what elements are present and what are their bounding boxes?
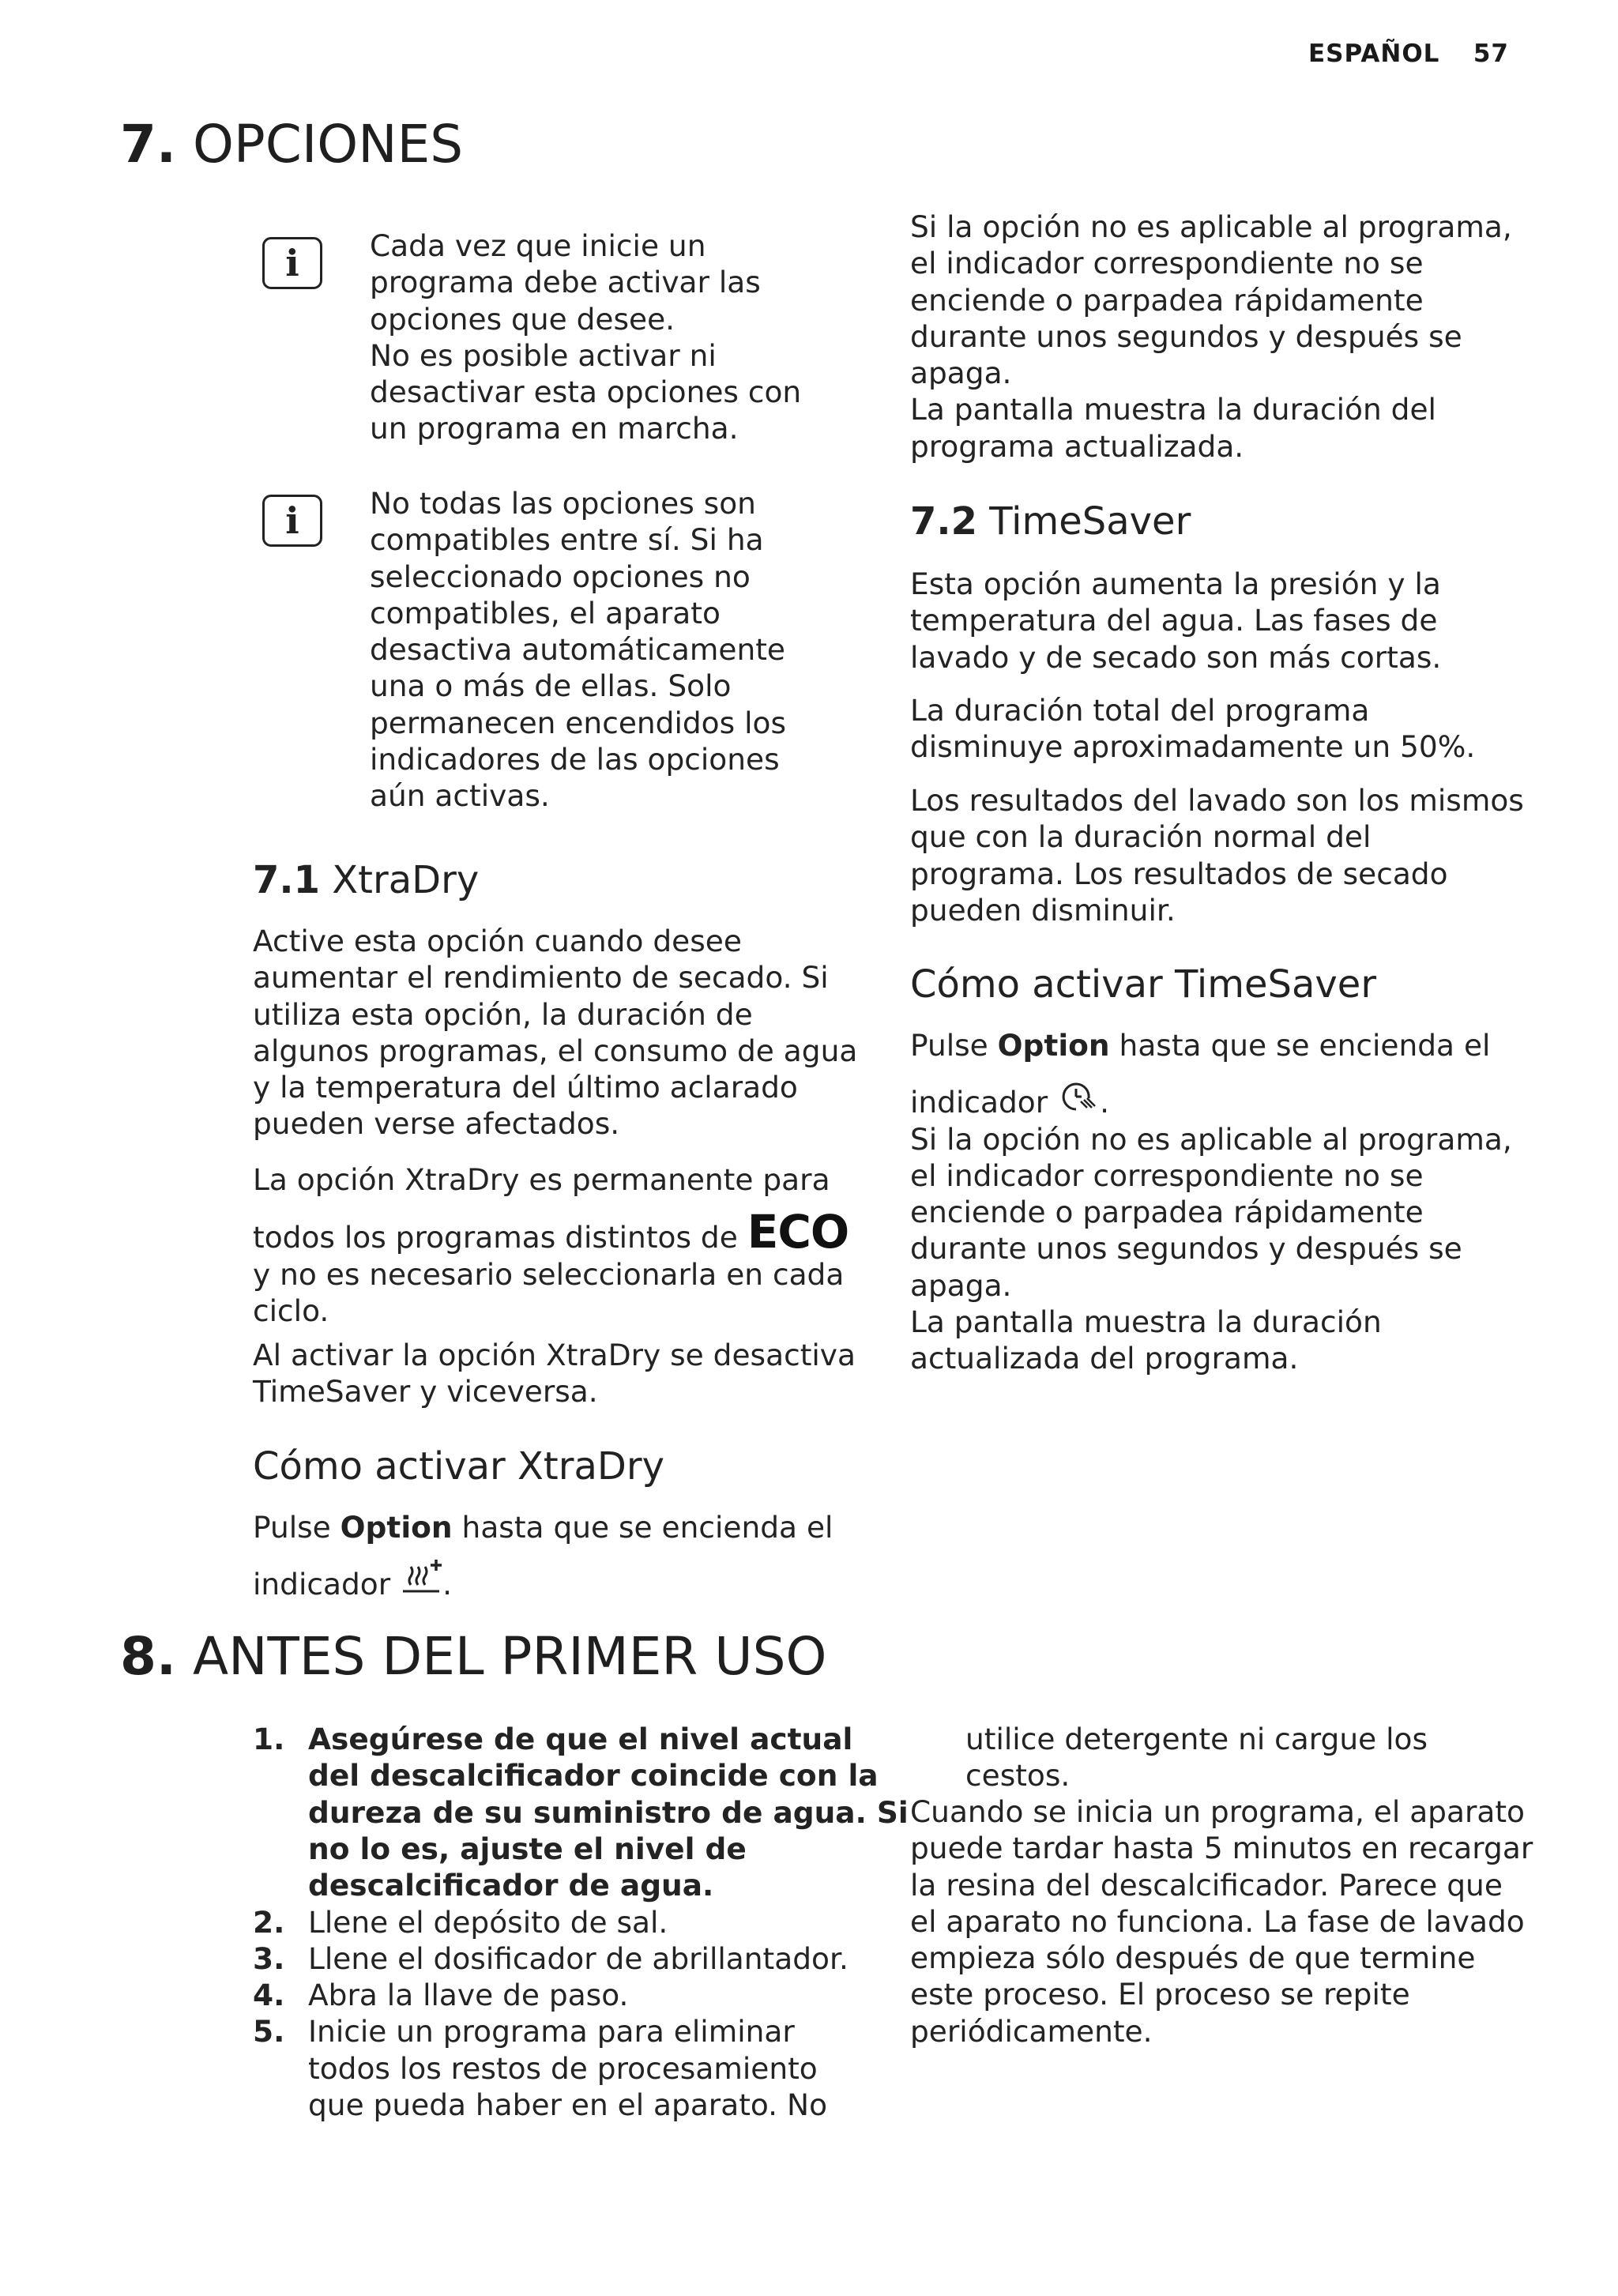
xtradry-howto-heading: Cómo activar XtraDry (253, 1444, 664, 1489)
text-line: utiliza esta opción, la duración de (253, 996, 753, 1032)
section-8-title: ANTES DEL PRIMER USO (192, 1626, 827, 1687)
text-line: una o más de ellas. Solo (370, 668, 732, 704)
timesaver-howto-heading: Cómo activar TimeSaver (910, 962, 1377, 1007)
text-line: aumentar el rendimiento de secado. Si (253, 960, 829, 996)
subsection-7-2-heading (910, 499, 1191, 544)
text-line: la resina del descalcificador. Parece que (910, 1867, 1503, 1903)
text-line: permanecen encendidos los (370, 705, 786, 740)
text-line: este proceso. El proceso se repite (910, 1977, 1410, 2012)
text-line: que con la duración normal del (910, 819, 1372, 855)
text-line: La pantalla muestra la duración (910, 1304, 1382, 1340)
text-line: disminuye aproximadamente un 50%. (910, 729, 1476, 765)
text-line: compatibles, el aparato (370, 595, 721, 630)
first-program-paragraph (910, 1794, 1533, 2049)
step-5-continuation (965, 1721, 1428, 1794)
timesaver-paragraph-3 (910, 782, 1524, 928)
section-7-number: 7. (120, 114, 176, 175)
text-line: puede tardar hasta 5 minutos en recargar (910, 1831, 1533, 1866)
text-line: durante unos segundos y después se (910, 1231, 1462, 1267)
text-line: Si la opción no es aplicable al programa, (910, 1121, 1512, 1157)
text-line: compatibles entre sí. Si ha (370, 522, 764, 558)
text-line: el indicador correspondiente no se (910, 1157, 1424, 1193)
xtradry-howto-text: Pulse Option hasta que se encienda el indicador . (253, 1510, 833, 1602)
section-7-title: OPCIONES (192, 114, 464, 175)
step-text: Llene el depósito de sal. (308, 1904, 668, 1940)
text-line: programa. Los resultados de secado (910, 856, 1448, 891)
text-line: TimeSaver y viceversa. (253, 1374, 598, 1410)
text-line: Esta opción aumenta la presión y la (910, 566, 1441, 601)
text-line: enciende o parpadea rápidamente (910, 282, 1424, 318)
timesaver-howto-text: Pulse Option hasta que se encienda el indicador . Si la opción no es aplicable al programa, el indicador correspondiente no se enciende o parpadea rápidamente durante unos segundos y después se apaga. La pantalla muestra la duración actualizada del programa. (910, 1028, 1512, 1376)
subsection-7-1-heading (253, 858, 480, 902)
text-line: durante unos segundos y después se (910, 318, 1462, 354)
text-line: opciones que desee. (370, 301, 675, 337)
text-line: seleccionado opciones no (370, 559, 751, 594)
step-text: Inicie un programa para eliminar todos los restos de procesamiento que pueda haber en el aparato. No (308, 2014, 828, 2122)
page-number: 57 (1473, 40, 1509, 68)
text-line: Al activar la opción XtraDry se desactiva (253, 1338, 856, 1372)
info-note-1 (370, 228, 801, 447)
first-use-steps-list (253, 1721, 909, 2132)
step-number: 4. (253, 1978, 285, 2013)
text-line: Active esta opción cuando desee (253, 924, 742, 958)
option-not-applicable-paragraph (910, 209, 1512, 465)
subsection-7-2-title: TimeSaver (989, 499, 1191, 544)
text-line: La duración total del programa (910, 693, 1370, 728)
xtradry-indicator-icon (400, 1556, 442, 1599)
text-line: apaga. (910, 1267, 1012, 1303)
text-line: lavado y de secado son más cortas. (910, 639, 1442, 675)
step-text: Abra la llave de paso. (308, 1978, 629, 2013)
text-line: y la temperatura del último aclarado (253, 1070, 798, 1105)
page-header (1296, 40, 1509, 74)
subsection-7-1-number: 7.1 (253, 858, 321, 902)
step-number: 3. (253, 1940, 285, 1976)
text-line: aún activas. (370, 778, 550, 814)
timesaver-indicator-icon (1057, 1075, 1100, 1117)
timesaver-paragraph-2 (910, 692, 1475, 766)
text-line: pueden disminuir. (910, 892, 1176, 928)
step-text: Llene el dosificador de abrillantador. (308, 1940, 849, 1976)
text-line: enciende o parpadea rápidamente (910, 1195, 1424, 1230)
timesaver-paragraph-1 (910, 566, 1441, 676)
option-button-label: Option (997, 1028, 1110, 1063)
text-line: Cuando se inicia un programa, el aparato (910, 1794, 1525, 1829)
option-button-label: Option (340, 1510, 453, 1545)
xtradry-paragraph-3 (253, 1337, 856, 1410)
text-line: indicadores de las opciones (370, 742, 780, 777)
text-line: Cada vez que inicie un (370, 228, 706, 263)
section-8-number: 8. (120, 1626, 176, 1687)
text-line: cestos. (965, 1758, 1071, 1794)
text-line: utilice detergente ni cargue los (965, 1722, 1428, 1756)
step-number: 5. (253, 2014, 285, 2049)
text-line: algunos programas, el consumo de agua (253, 1033, 858, 1068)
text-line: desactiva automáticamente (370, 632, 785, 668)
eco-logo: ECO (747, 1205, 849, 1259)
text-line: el indicador correspondiente no se (910, 246, 1424, 281)
text-line: pueden verse afectados. (253, 1106, 620, 1142)
step-number: 2. (253, 1904, 285, 1940)
text-line: temperatura del agua. Las fases de (910, 603, 1438, 638)
text-line: apaga. (910, 356, 1012, 391)
xtradry-paragraph-2: La opción XtraDry es permanente para todos los programas distintos de ECO y no es necesario seleccionarla en cada ciclo. (253, 1162, 849, 1328)
text-line: programa debe activar las (370, 265, 761, 300)
subsection-7-2-number: 7.2 (910, 499, 978, 544)
section-7-heading (120, 114, 464, 175)
text-line: periódicamente. (910, 2013, 1153, 2049)
info-note-2 (370, 485, 786, 815)
subsection-7-1-title: XtraDry (332, 858, 480, 902)
text-line: programa actualizada. (910, 428, 1244, 464)
info-icon: i (262, 237, 322, 289)
text-line: La pantalla muestra la duración del (910, 392, 1436, 427)
text-line: Los resultados del lavado son los mismos (910, 783, 1524, 818)
text-line: actualizada del programa. (910, 1341, 1299, 1376)
step-text: Asegúrese de que el nivel actual del descalcificador coincide con la dureza de su suministro de agua. Si no lo es, ajuste el nivel de descalcificador de agua. (308, 1722, 909, 1903)
text-line: Si la opción no es aplicable al programa, (910, 209, 1512, 244)
timesaver-not-applicable-paragraph (910, 1121, 1512, 1377)
text-line: desactivar esta opciones con (370, 375, 802, 410)
text-line: No todas las opciones son (370, 486, 756, 521)
text-line: el aparato no funciona. La fase de lavado (910, 1903, 1525, 1939)
text-line: un programa en marcha. (370, 411, 739, 446)
section-8-heading (120, 1626, 827, 1687)
header-language: ESPAÑOL (1308, 40, 1440, 68)
step-number: 1. (253, 1722, 285, 1756)
text-line: empieza sólo después de que termine (910, 1940, 1476, 1976)
info-icon: i (262, 495, 322, 547)
xtradry-paragraph-1 (253, 923, 857, 1142)
text-line: No es posible activar ni (370, 337, 717, 373)
